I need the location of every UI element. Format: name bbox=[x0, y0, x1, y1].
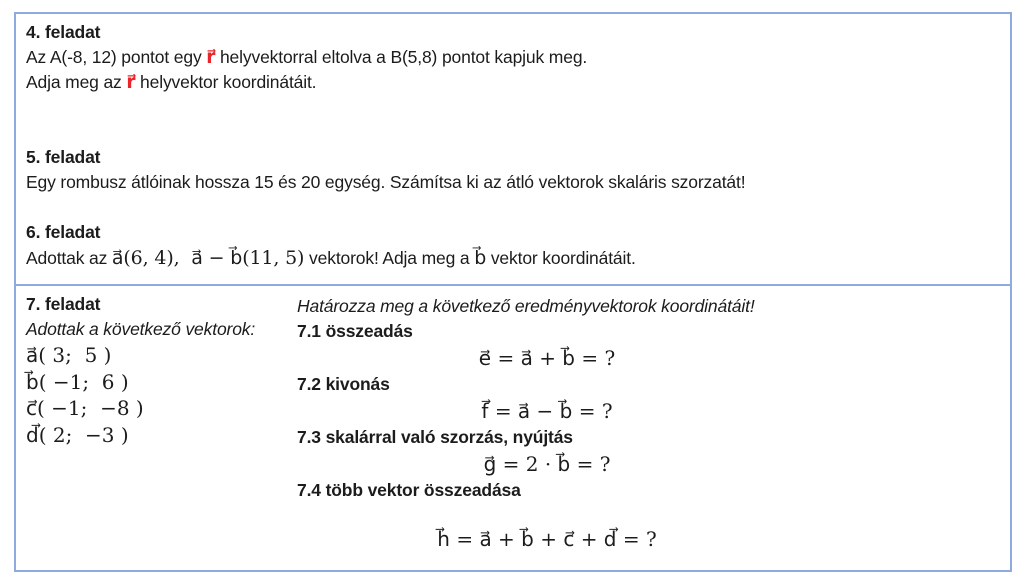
task4-line-2 bbox=[26, 70, 1000, 95]
task6-pre: Adottak az bbox=[26, 248, 112, 268]
given-vector-a: a⃗( 3; 5 ) bbox=[26, 343, 112, 367]
task4-red-vector-r-2: r⃗ bbox=[126, 72, 136, 93]
tasks-4-6-box bbox=[14, 12, 1012, 286]
task5-heading: 5. feladat bbox=[26, 147, 101, 167]
task4-line2-pre: Adja meg az bbox=[26, 72, 127, 92]
task7-subtasks-column bbox=[297, 292, 797, 553]
task4-line1-post: helyvektorral eltolva a B(5,8) pontot kapjuk meg. bbox=[215, 47, 588, 67]
task4-heading: 4. feladat bbox=[26, 22, 101, 42]
subtask-7-3-label: 7.3 skalárral való szorzás, nyújtás bbox=[297, 427, 573, 447]
subtask-7-1-label: 7.1 összeadás bbox=[297, 321, 413, 341]
task6-math-b-vector: b⃗ bbox=[474, 247, 487, 269]
task7-heading: 7. feladat bbox=[26, 294, 101, 314]
task5-body: Egy rombusz átlóinak hossza 15 és 20 egység. Számítsa ki az átló vektorok skaláris szorzatát! bbox=[26, 172, 746, 192]
given-vector-c: c⃗( −1; −8 ) bbox=[26, 396, 144, 420]
task6-body bbox=[26, 245, 1000, 272]
task-7-box bbox=[14, 284, 1012, 572]
task7-question-intro: Határozza meg a következő eredményvektorok koordinátáit! bbox=[297, 296, 755, 316]
given-vector-b: b⃗( −1; 6 ) bbox=[26, 369, 129, 394]
task6-post: vektor koordinátáit. bbox=[486, 248, 636, 268]
task6-heading: 6. feladat bbox=[26, 222, 101, 242]
spacer bbox=[26, 195, 1000, 220]
task4-line2-post: helyvektor koordinátáit. bbox=[135, 72, 317, 92]
subtask-7-3-formula: g⃗ = 2 · b⃗ = ? bbox=[483, 452, 611, 476]
task7-given-column bbox=[26, 292, 297, 448]
subtask-7-1-formula: e⃗ = a⃗ + b⃗ = ? bbox=[478, 346, 616, 370]
task6-mid: vektorok! Adja meg a bbox=[304, 248, 475, 268]
task7-given-intro: Adottak a következő vektorok: bbox=[26, 319, 256, 339]
task4-line-1 bbox=[26, 45, 1000, 70]
subtask-7-2-formula: f⃗ = a⃗ − b⃗ = ? bbox=[481, 399, 613, 423]
task4-line1-pre: Az A(-8, 12) pontot egy bbox=[26, 47, 207, 67]
given-vector-d: d⃗( 2; −3 ) bbox=[26, 422, 129, 447]
subtask-7-4-formula: h⃗ = a⃗ + b⃗ + c⃗ + d⃗ = ? bbox=[437, 527, 657, 551]
spacer bbox=[297, 503, 797, 525]
task6-math-vectors: a⃗(6, 4), a⃗ − b⃗(11, 5) bbox=[111, 247, 305, 269]
subtask-7-2-label: 7.2 kivonás bbox=[297, 374, 390, 394]
task4-red-vector-r: r⃗ bbox=[206, 47, 216, 68]
subtask-7-4-label: 7.4 több vektor összeadása bbox=[297, 480, 521, 500]
spacer bbox=[26, 95, 1000, 145]
